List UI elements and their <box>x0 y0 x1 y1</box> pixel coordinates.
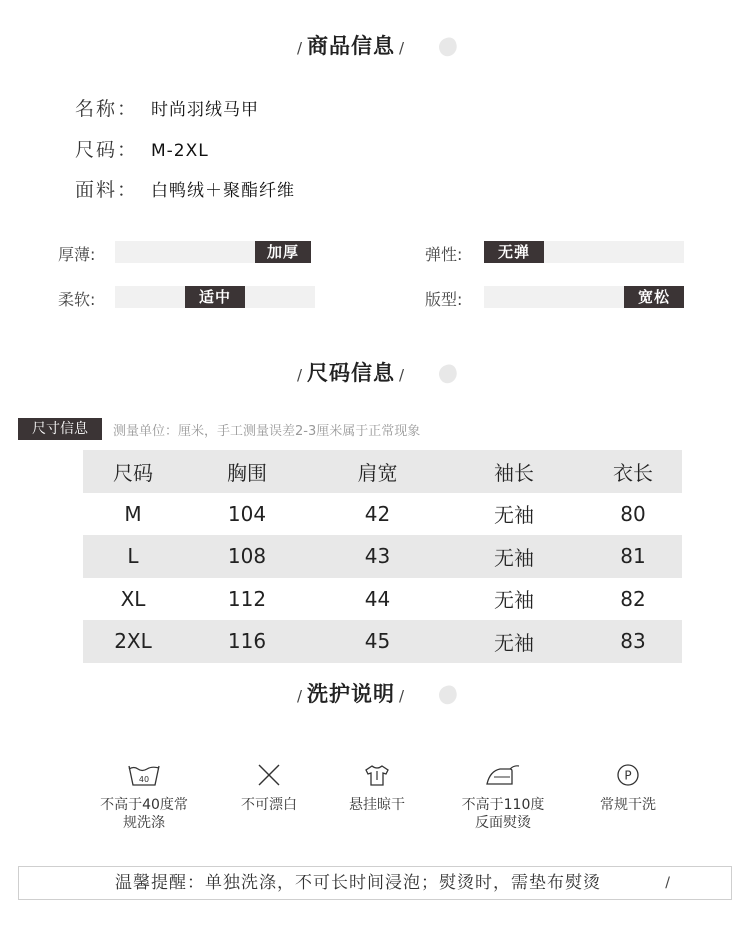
blob-decoration-icon <box>437 683 460 706</box>
table-cell: 2XL <box>114 629 152 654</box>
table-header-cell: 衣长 <box>613 460 653 485</box>
product-fabric-row <box>75 175 295 202</box>
fit-label: 版型: <box>425 290 463 309</box>
care-text-line1: 悬挂晾干 <box>349 797 405 813</box>
section-title-text: 商品信息 <box>307 34 395 58</box>
fit-tag: 宽松 <box>624 286 684 308</box>
table-cell: M <box>124 501 142 526</box>
care-item <box>448 758 558 832</box>
table-cell: 81 <box>620 544 646 569</box>
table-header-cell: 袖长 <box>494 460 534 485</box>
softness-label: 柔软: <box>58 290 96 309</box>
care-text-line2: 规洗涤 <box>123 815 165 831</box>
slash-decoration: / <box>399 366 406 384</box>
product-name-row <box>75 94 259 121</box>
elasticity-bar <box>484 241 684 263</box>
wash-40-icon <box>88 758 200 792</box>
table-cell: 无袖 <box>494 588 534 613</box>
warm-tip-box <box>18 866 732 900</box>
care-item <box>88 758 200 832</box>
care-text-line1: 常规干洗 <box>600 797 656 813</box>
table-cell: 116 <box>227 629 267 654</box>
softness-tag: 适中 <box>185 286 245 308</box>
table-cell: 112 <box>227 586 267 611</box>
hang-dry-icon <box>336 758 418 792</box>
table-cell: 无袖 <box>494 503 534 528</box>
slash-decoration: / <box>665 875 671 891</box>
product-size-row <box>75 135 209 162</box>
product-fabric-value: 白鸭绒＋聚酯纤维 <box>151 181 295 201</box>
section-title-product-info <box>0 30 750 60</box>
table-cell: 45 <box>364 629 391 654</box>
thickness-label: 厚薄: <box>58 245 96 264</box>
table-header-row <box>83 450 682 493</box>
table-header-cell: 尺码 <box>113 460 153 485</box>
table-cell: XL <box>120 586 146 611</box>
section-title-care-info <box>0 678 750 708</box>
iron-110-icon <box>448 758 558 792</box>
table-row <box>83 620 682 663</box>
table-cell: 83 <box>620 629 646 654</box>
table-header-cell: 胸围 <box>227 460 267 485</box>
blob-decoration-icon <box>437 35 460 58</box>
table-cell: 无袖 <box>494 545 534 570</box>
product-name-label: 名称： <box>75 98 139 120</box>
care-text-line1: 不高于110度 <box>461 797 545 813</box>
table-header-cell: 肩宽 <box>357 460 398 485</box>
table-cell: 82 <box>620 586 646 611</box>
warm-tip-text: 温馨提醒：单独洗涤，不可长时间浸泡；熨烫时，需垫布熨烫 <box>115 873 601 893</box>
wash-temp-badge: 40 <box>138 775 150 784</box>
dry-clean-icon <box>590 758 666 792</box>
size-table <box>83 450 682 663</box>
elasticity-label: 弹性: <box>425 245 463 264</box>
section-title-text: 洗护说明 <box>307 682 395 706</box>
fit-bar <box>484 286 684 308</box>
table-cell: 42 <box>364 501 391 526</box>
care-item <box>590 758 666 814</box>
softness-bar <box>115 286 315 308</box>
no-bleach-icon <box>226 758 312 792</box>
section-title-size-info <box>0 357 750 387</box>
table-cell: 无袖 <box>494 630 534 655</box>
table-cell: 44 <box>364 586 391 611</box>
care-text-line1: 不高于40度常 <box>100 797 188 813</box>
size-info-tag: 尺寸信息 <box>18 418 102 440</box>
slash-decoration: / <box>296 687 303 705</box>
table-cell: 80 <box>620 501 646 526</box>
table-cell: L <box>127 544 139 569</box>
dry-clean-badge: P <box>624 768 632 783</box>
slash-decoration: / <box>399 39 406 57</box>
care-item <box>226 758 312 814</box>
thickness-tag: 加厚 <box>255 241 311 263</box>
product-size-value: M-2XL <box>151 141 209 161</box>
elasticity-tag: 无弹 <box>484 241 544 263</box>
product-size-label: 尺码： <box>75 139 139 161</box>
slash-decoration: / <box>296 366 303 384</box>
slash-decoration: / <box>399 687 406 705</box>
table-cell: 43 <box>364 544 391 569</box>
table-cell: 108 <box>227 544 267 569</box>
section-title-text: 尺码信息 <box>307 361 395 385</box>
table-row <box>83 535 682 578</box>
product-fabric-label: 面料： <box>75 179 139 201</box>
care-text-line2: 反面熨烫 <box>475 815 531 831</box>
care-item <box>336 758 418 814</box>
table-row <box>83 578 682 621</box>
product-name-value: 时尚羽绒马甲 <box>151 100 259 120</box>
blob-decoration-icon <box>437 362 460 385</box>
size-measure-note: 测量单位：厘米，手工测量误差2-3厘米属于正常现象 <box>113 424 421 439</box>
slash-decoration: / <box>296 39 303 57</box>
care-text-line1: 不可漂白 <box>241 797 297 813</box>
table-cell: 104 <box>227 501 267 526</box>
table-row <box>83 493 682 536</box>
thickness-bar <box>115 241 311 263</box>
